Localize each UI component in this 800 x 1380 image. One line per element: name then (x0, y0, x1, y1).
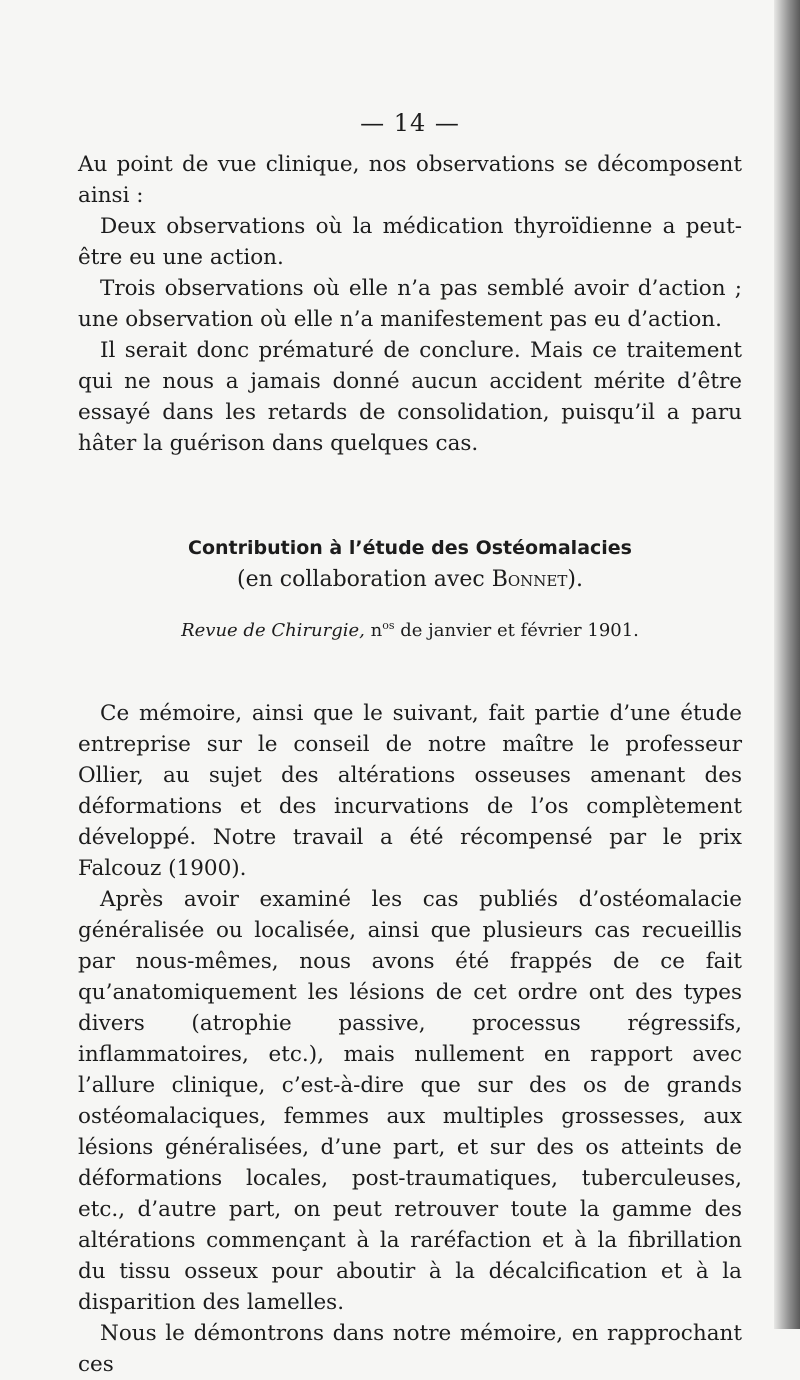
book-page (78, 108, 742, 1380)
body-paragraph-1: Ce mémoire, ainsi que le suivant, fait partie d’une étude entreprise sur le conseil de notre maître le professeur Ollier, au sujet des altérations osseuses amenant des déformations et des incurvations de l’os complètement développé. Notre travail a été récompensé par le prix Falcouz (1900). (78, 701, 742, 881)
intro-paragraph-4: Il serait donc prématuré de conclure. Mais ce traitement qui ne nous a jamais donné aucun accident mérite d’être essayé dans les retards de consolidation, puisqu’il a paru hâter la guérison dans quelques cas. (78, 338, 742, 456)
citation-journal: Revue de Chirurgie, (181, 620, 365, 641)
intro-paragraph-3: Trois observations où elle n’a pas semblé avoir d’action ; une observation où elle n’a manifestement pas eu d’action. (78, 276, 742, 332)
citation-sup: os (382, 619, 395, 632)
subtitle-author: Bonnet (491, 567, 568, 592)
intro-paragraph-2: Deux observations où la médication thyroïdienne a peut-être eu une action. (78, 214, 742, 270)
intro-paragraph-1: Au point de vue clinique, nos observations se décomposent ainsi : (78, 152, 742, 208)
section-subtitle (78, 563, 742, 597)
body-paragraph-2: Après avoir examiné les cas publiés d’ostéomalacie généralisée ou localisée, ainsi que plusieurs cas recueillis par nous-mêmes, nous avons été frappés de ce fait qu’anatomiquement les lésions de cet ordre ont des types divers (atrophie passive, processus régressifs, inflammatoires, etc.), mais nullement en rapport avec l’allure clinique, c’est-à-dire que sur des os de grands ostéomalaciques, femmes aux multiples grossesses, aux lésions généralisées, d’une part, et sur des os atteints de déformations locales, post-traumatiques, tuberculeuses, etc., d’autre part, on peut retrouver toute la gamme des altérations commençant à la raréfaction et à la fibrillation du tissu osseux pour aboutir à la décalcification et à la disparition des lamelles. (78, 887, 742, 1315)
section-title: Contribution à l’étude des Ostéomalacies (188, 537, 632, 559)
citation (78, 611, 742, 646)
subtitle-suffix: ). (567, 567, 583, 592)
citation-rest: de janvier et février 1901. (394, 620, 639, 641)
citation-no: n (370, 620, 383, 641)
scan-binding-edge (774, 0, 800, 1329)
body-paragraph-3: Nous le démontrons dans notre mémoire, en rapprochant ces (78, 1321, 742, 1377)
page-number: — 14 — (360, 109, 460, 137)
subtitle-prefix: (en collaboration avec (237, 567, 492, 592)
